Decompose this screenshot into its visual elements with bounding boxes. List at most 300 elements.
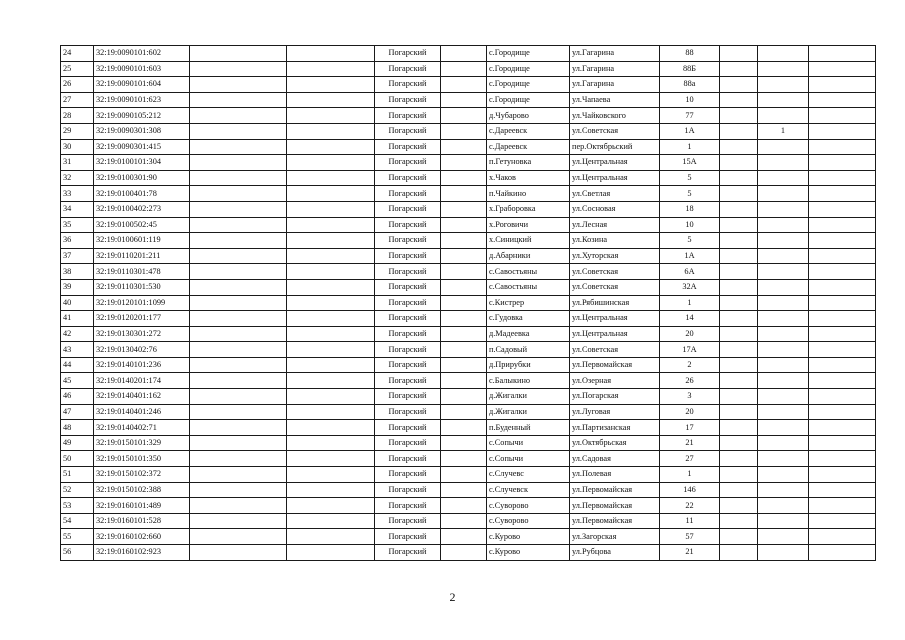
- cell-empty: [190, 404, 287, 420]
- cell-cad: 32:19:0140401:246: [94, 404, 190, 420]
- cell-district: Погарский: [375, 451, 441, 467]
- cell-empty: [287, 92, 375, 108]
- cell-street: ул.Гагарина: [570, 77, 660, 93]
- cell-empty: [720, 529, 758, 545]
- cell-street: ул.Полевая: [570, 467, 660, 483]
- cell-extra: [758, 435, 809, 451]
- cell-street: ул.Центральная: [570, 155, 660, 171]
- cell-n: 40: [61, 295, 94, 311]
- cell-street: ул.Светлая: [570, 186, 660, 202]
- cell-locality: с.Кистрер: [487, 295, 570, 311]
- cell-district: Погарский: [375, 435, 441, 451]
- cell-district: Погарский: [375, 545, 441, 561]
- cell-house: 57: [660, 529, 720, 545]
- cell-empty: [190, 420, 287, 436]
- cell-district: Погарский: [375, 46, 441, 62]
- cell-empty: [441, 482, 487, 498]
- cell-n: 42: [61, 326, 94, 342]
- cell-district: Погарский: [375, 295, 441, 311]
- cell-empty: [441, 404, 487, 420]
- cell-empty: [287, 404, 375, 420]
- cell-district: Погарский: [375, 201, 441, 217]
- table-row: [61, 498, 876, 514]
- cell-empty: [441, 61, 487, 77]
- table-row: [61, 513, 876, 529]
- cell-cad: 32:19:0090105:212: [94, 108, 190, 124]
- cell-extra: [758, 186, 809, 202]
- cell-n: 35: [61, 217, 94, 233]
- cell-empty: [809, 342, 876, 358]
- cell-district: Погарский: [375, 311, 441, 327]
- cell-district: Погарский: [375, 404, 441, 420]
- cell-street: ул.Центральная: [570, 326, 660, 342]
- cell-cad: 32:19:0090101:603: [94, 61, 190, 77]
- cell-extra: [758, 108, 809, 124]
- cell-empty: [441, 389, 487, 405]
- cell-street: ул.Рябишинская: [570, 295, 660, 311]
- cell-empty: [720, 420, 758, 436]
- cell-street: ул.Центральная: [570, 170, 660, 186]
- cell-empty: [287, 108, 375, 124]
- cell-empty: [287, 186, 375, 202]
- cell-n: 53: [61, 498, 94, 514]
- cell-empty: [720, 123, 758, 139]
- cell-district: Погарский: [375, 77, 441, 93]
- cell-n: 48: [61, 420, 94, 436]
- cell-cad: 32:19:0150101:350: [94, 451, 190, 467]
- table-row: [61, 108, 876, 124]
- cell-empty: [809, 77, 876, 93]
- cell-n: 56: [61, 545, 94, 561]
- cell-empty: [287, 389, 375, 405]
- cell-street: ул.Гагарина: [570, 61, 660, 77]
- cell-empty: [287, 513, 375, 529]
- cell-house: 146: [660, 482, 720, 498]
- cell-cad: 32:19:0100101:304: [94, 155, 190, 171]
- cell-house: 1А: [660, 248, 720, 264]
- cell-empty: [441, 342, 487, 358]
- cell-empty: [720, 467, 758, 483]
- cell-empty: [287, 435, 375, 451]
- cell-house: 5: [660, 233, 720, 249]
- cell-cad: 32:19:0100301:90: [94, 170, 190, 186]
- table-row: [61, 311, 876, 327]
- cell-house: 88: [660, 46, 720, 62]
- table-row: [61, 123, 876, 139]
- cell-n: 31: [61, 155, 94, 171]
- cell-empty: [287, 123, 375, 139]
- cell-district: Погарский: [375, 170, 441, 186]
- cell-house: 21: [660, 545, 720, 561]
- cell-empty: [441, 233, 487, 249]
- cell-street: ул.Первомайская: [570, 513, 660, 529]
- cell-empty: [190, 373, 287, 389]
- cell-empty: [287, 467, 375, 483]
- table-row: [61, 77, 876, 93]
- cell-empty: [809, 170, 876, 186]
- table-row: [61, 279, 876, 295]
- cell-house: 5: [660, 170, 720, 186]
- cell-house: 20: [660, 404, 720, 420]
- cell-street: ул.Первомайская: [570, 498, 660, 514]
- cell-n: 27: [61, 92, 94, 108]
- cell-empty: [287, 217, 375, 233]
- cell-house: 18: [660, 201, 720, 217]
- table-body: [61, 46, 876, 561]
- cell-empty: [190, 389, 287, 405]
- cell-extra: [758, 311, 809, 327]
- cell-locality: с.Городище: [487, 77, 570, 93]
- cell-empty: [441, 467, 487, 483]
- cell-locality: д.Абарники: [487, 248, 570, 264]
- cell-street: ул.Погарская: [570, 389, 660, 405]
- cell-locality: п.Садовый: [487, 342, 570, 358]
- cell-empty: [720, 248, 758, 264]
- table-row: [61, 435, 876, 451]
- cell-locality: с.Городище: [487, 61, 570, 77]
- cell-empty: [287, 279, 375, 295]
- cell-empty: [190, 186, 287, 202]
- cell-empty: [287, 77, 375, 93]
- cell-empty: [190, 92, 287, 108]
- cell-empty: [190, 139, 287, 155]
- cell-locality: с.Сопычи: [487, 435, 570, 451]
- table-row: [61, 467, 876, 483]
- cell-house: 1: [660, 139, 720, 155]
- cell-locality: с.Курово: [487, 529, 570, 545]
- cell-empty: [809, 248, 876, 264]
- cell-empty: [720, 92, 758, 108]
- cell-empty: [287, 264, 375, 280]
- cell-house: 22: [660, 498, 720, 514]
- cell-extra: [758, 326, 809, 342]
- cell-empty: [809, 545, 876, 561]
- cell-empty: [809, 46, 876, 62]
- cell-extra: [758, 482, 809, 498]
- cell-locality: с.Суворово: [487, 498, 570, 514]
- cell-empty: [441, 123, 487, 139]
- table-row: [61, 248, 876, 264]
- cell-extra: [758, 61, 809, 77]
- table-row: [61, 264, 876, 280]
- cell-empty: [809, 513, 876, 529]
- cell-district: Погарский: [375, 389, 441, 405]
- cell-district: Погарский: [375, 279, 441, 295]
- cell-district: Погарский: [375, 264, 441, 280]
- cell-district: Погарский: [375, 467, 441, 483]
- table-row: [61, 155, 876, 171]
- cell-district: Погарский: [375, 186, 441, 202]
- cell-empty: [441, 264, 487, 280]
- table-row: [61, 186, 876, 202]
- cell-empty: [809, 155, 876, 171]
- cell-empty: [720, 77, 758, 93]
- cell-n: 36: [61, 233, 94, 249]
- cell-empty: [441, 498, 487, 514]
- cell-street: ул.Чайковского: [570, 108, 660, 124]
- table-row: [61, 170, 876, 186]
- cell-extra: [758, 264, 809, 280]
- cell-empty: [720, 233, 758, 249]
- cell-house: 5: [660, 186, 720, 202]
- cell-empty: [441, 217, 487, 233]
- cell-empty: [720, 357, 758, 373]
- cell-locality: д.Жигалки: [487, 389, 570, 405]
- cell-district: Погарский: [375, 248, 441, 264]
- cell-cad: 32:19:0140402:71: [94, 420, 190, 436]
- cell-empty: [287, 451, 375, 467]
- cell-empty: [441, 420, 487, 436]
- cell-n: 49: [61, 435, 94, 451]
- cell-extra: [758, 529, 809, 545]
- cell-empty: [720, 513, 758, 529]
- cell-locality: д.Мадеевка: [487, 326, 570, 342]
- cell-district: Погарский: [375, 498, 441, 514]
- cell-cad: 32:19:0100402:273: [94, 201, 190, 217]
- cell-extra: [758, 513, 809, 529]
- cell-extra: [758, 92, 809, 108]
- cell-district: Погарский: [375, 420, 441, 436]
- cell-empty: [809, 451, 876, 467]
- table-row: [61, 529, 876, 545]
- cell-house: 10: [660, 217, 720, 233]
- cell-locality: п.Гетуновка: [487, 155, 570, 171]
- cell-district: Погарский: [375, 529, 441, 545]
- cell-district: Погарский: [375, 373, 441, 389]
- cell-empty: [441, 357, 487, 373]
- table-row: [61, 342, 876, 358]
- cell-empty: [441, 108, 487, 124]
- cell-empty: [809, 435, 876, 451]
- cell-n: 38: [61, 264, 94, 280]
- cell-house: 1А: [660, 123, 720, 139]
- cell-extra: [758, 170, 809, 186]
- cell-empty: [720, 61, 758, 77]
- cell-locality: с.Городище: [487, 92, 570, 108]
- cell-empty: [441, 46, 487, 62]
- table-row: [61, 451, 876, 467]
- cell-district: Погарский: [375, 92, 441, 108]
- cell-district: Погарский: [375, 482, 441, 498]
- cell-empty: [720, 311, 758, 327]
- cell-n: 43: [61, 342, 94, 358]
- table-row: [61, 295, 876, 311]
- cell-district: Погарский: [375, 123, 441, 139]
- document-sheet: [60, 45, 875, 561]
- cell-extra: [758, 420, 809, 436]
- cell-empty: [720, 451, 758, 467]
- cell-empty: [720, 373, 758, 389]
- cell-street: ул.Советская: [570, 123, 660, 139]
- table-row: [61, 61, 876, 77]
- cell-empty: [809, 529, 876, 545]
- cell-n: 28: [61, 108, 94, 124]
- table-row: [61, 233, 876, 249]
- cell-n: 39: [61, 279, 94, 295]
- cell-empty: [809, 498, 876, 514]
- cell-empty: [287, 373, 375, 389]
- cell-empty: [441, 451, 487, 467]
- cell-house: 2: [660, 357, 720, 373]
- cell-empty: [190, 498, 287, 514]
- cell-empty: [190, 482, 287, 498]
- cell-empty: [441, 326, 487, 342]
- cell-locality: х.Чаков: [487, 170, 570, 186]
- cell-house: 1: [660, 467, 720, 483]
- cell-district: Погарский: [375, 108, 441, 124]
- cell-empty: [190, 342, 287, 358]
- table-row: [61, 545, 876, 561]
- cell-cad: 32:19:0150102:372: [94, 467, 190, 483]
- cell-empty: [190, 435, 287, 451]
- cell-extra: [758, 467, 809, 483]
- cell-locality: п.Буденный: [487, 420, 570, 436]
- cell-empty: [190, 155, 287, 171]
- cell-house: 6А: [660, 264, 720, 280]
- cell-empty: [720, 108, 758, 124]
- cell-locality: с.Сопычи: [487, 451, 570, 467]
- cell-extra: [758, 46, 809, 62]
- cell-cad: 32:19:0160101:528: [94, 513, 190, 529]
- cell-street: ул.Гагарина: [570, 46, 660, 62]
- cell-extra: [758, 389, 809, 405]
- cell-cad: 32:19:0150101:329: [94, 435, 190, 451]
- cell-locality: с.Балыкино: [487, 373, 570, 389]
- cell-cad: 32:19:0140401:162: [94, 389, 190, 405]
- cell-n: 32: [61, 170, 94, 186]
- cell-extra: [758, 357, 809, 373]
- table-row: [61, 357, 876, 373]
- cell-cad: 32:19:0140201:174: [94, 373, 190, 389]
- cell-empty: [809, 357, 876, 373]
- cell-house: 10: [660, 92, 720, 108]
- cell-n: 34: [61, 201, 94, 217]
- cell-cad: 32:19:0110301:530: [94, 279, 190, 295]
- cell-empty: [441, 513, 487, 529]
- cell-empty: [287, 529, 375, 545]
- cell-street: ул.Хуторская: [570, 248, 660, 264]
- cell-empty: [190, 279, 287, 295]
- cell-house: 32А: [660, 279, 720, 295]
- cell-empty: [441, 186, 487, 202]
- cell-empty: [190, 248, 287, 264]
- cell-empty: [809, 92, 876, 108]
- cell-cad: 32:19:0130402:76: [94, 342, 190, 358]
- cell-empty: [441, 139, 487, 155]
- cell-n: 25: [61, 61, 94, 77]
- cell-district: Погарский: [375, 155, 441, 171]
- cell-locality: д.Прирубки: [487, 357, 570, 373]
- cell-district: Погарский: [375, 357, 441, 373]
- cell-house: 88а: [660, 77, 720, 93]
- cell-street: ул.Козина: [570, 233, 660, 249]
- cell-house: 77: [660, 108, 720, 124]
- cell-house: 17: [660, 420, 720, 436]
- table-row: [61, 389, 876, 405]
- cell-house: 26: [660, 373, 720, 389]
- cell-empty: [720, 389, 758, 405]
- cell-street: ул.Рубцова: [570, 545, 660, 561]
- cell-empty: [287, 248, 375, 264]
- cell-house: 11: [660, 513, 720, 529]
- cell-n: 26: [61, 77, 94, 93]
- cell-empty: [720, 295, 758, 311]
- cell-locality: с.Курово: [487, 545, 570, 561]
- cell-empty: [441, 373, 487, 389]
- cell-n: 55: [61, 529, 94, 545]
- table-row: [61, 420, 876, 436]
- cell-cad: 32:19:0150102:388: [94, 482, 190, 498]
- cell-house: 88Б: [660, 61, 720, 77]
- cell-empty: [809, 123, 876, 139]
- cell-extra: [758, 404, 809, 420]
- table-row: [61, 217, 876, 233]
- cell-empty: [190, 233, 287, 249]
- cell-empty: [190, 77, 287, 93]
- cell-empty: [720, 435, 758, 451]
- cell-cad: 32:19:0120201:177: [94, 311, 190, 327]
- cell-empty: [190, 295, 287, 311]
- cell-locality: с.Гудовка: [487, 311, 570, 327]
- cell-empty: [720, 264, 758, 280]
- cell-n: 37: [61, 248, 94, 264]
- cell-empty: [287, 46, 375, 62]
- cell-house: 17А: [660, 342, 720, 358]
- cell-empty: [809, 264, 876, 280]
- table-row: [61, 482, 876, 498]
- cell-empty: [720, 482, 758, 498]
- cell-district: Погарский: [375, 217, 441, 233]
- cell-empty: [809, 326, 876, 342]
- cell-empty: [287, 357, 375, 373]
- cell-cad: 32:19:0090101:602: [94, 46, 190, 62]
- cell-street: ул.Первомайская: [570, 482, 660, 498]
- cell-extra: [758, 155, 809, 171]
- cell-empty: [720, 201, 758, 217]
- cell-street: ул.Советская: [570, 279, 660, 295]
- cell-extra: [758, 498, 809, 514]
- cell-extra: [758, 217, 809, 233]
- cell-empty: [809, 467, 876, 483]
- cell-empty: [809, 186, 876, 202]
- cell-locality: с.Савостьяны: [487, 264, 570, 280]
- cell-empty: [190, 217, 287, 233]
- cell-locality: с.Суворово: [487, 513, 570, 529]
- cell-street: ул.Первомайская: [570, 357, 660, 373]
- cell-empty: [287, 311, 375, 327]
- cell-district: Погарский: [375, 342, 441, 358]
- cell-empty: [809, 482, 876, 498]
- table-row: [61, 404, 876, 420]
- cell-district: Погарский: [375, 513, 441, 529]
- cell-extra: [758, 451, 809, 467]
- cell-empty: [809, 295, 876, 311]
- cell-extra: [758, 233, 809, 249]
- cell-empty: [809, 420, 876, 436]
- cell-extra: [758, 373, 809, 389]
- cell-street: ул.Сосновая: [570, 201, 660, 217]
- cell-house: 27: [660, 451, 720, 467]
- cell-empty: [190, 46, 287, 62]
- cell-n: 54: [61, 513, 94, 529]
- cell-empty: [190, 170, 287, 186]
- cell-extra: [758, 295, 809, 311]
- cell-empty: [809, 373, 876, 389]
- cell-n: 44: [61, 357, 94, 373]
- cell-n: 30: [61, 139, 94, 155]
- cell-empty: [809, 404, 876, 420]
- cell-n: 51: [61, 467, 94, 483]
